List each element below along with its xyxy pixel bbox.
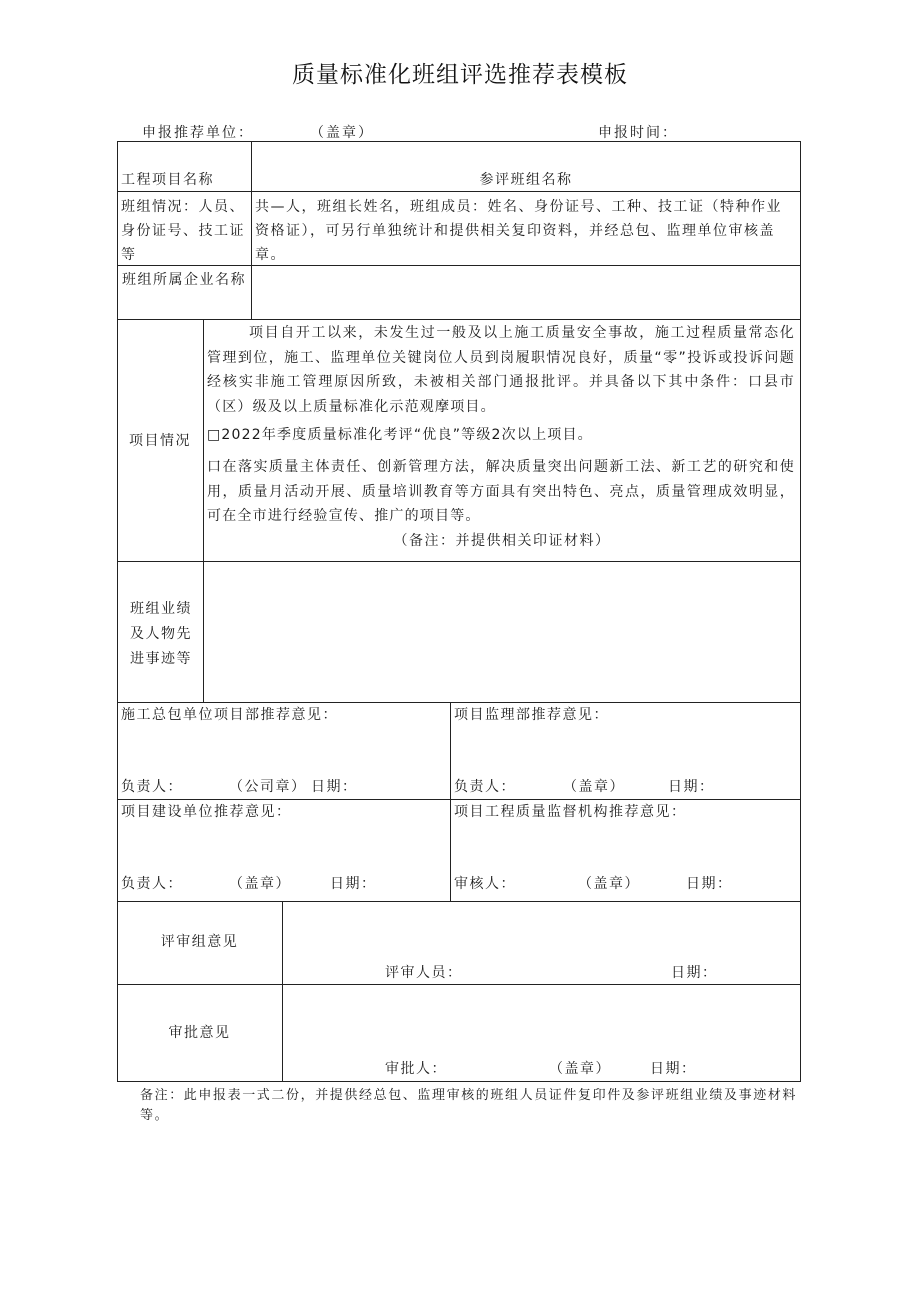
team-info-text: 共—人，班组长姓名，班组成员：姓名、身份证号、工种、技工证（特种作业资格证），可另行单独统计和提供相关复印资料，并经总包、监理单位审核盖章。	[255, 199, 782, 263]
approval-label: 审批意见	[168, 1025, 231, 1041]
supervision-date: 日期：	[668, 779, 715, 795]
company-label: 班组所属企业名称	[122, 272, 246, 288]
approval-seal: （盖章）	[549, 1061, 611, 1077]
achievement-label: 班组业绩及人物先进事迹等	[130, 601, 192, 667]
supervision-seal: （盖章）	[563, 779, 625, 795]
team-info-label: 班组情况：人员、身份证号、技工证等	[121, 199, 245, 263]
project-status-label: 项目情况	[129, 433, 191, 449]
time-label: 申报时间：	[598, 125, 678, 141]
project-condition-text: 项目自开工以来，未发生过一般及以上施工质量安全事故，施工过程质量常态化管理到位，施工、监理单位关键岗位人员到岗履职情况良好，质量“零”投诉或投诉问题经核实非施工管理原因所致，未被相关部门通报批评。并具备以下其中条件：口县市（区）级及以上质量标准化示范观摩项目。	[207, 325, 795, 415]
supervision-person: 负责人：	[454, 779, 516, 795]
footnote: 备注：此申报表一式二份，并提供经总包、监理审核的班组人员证件复印件及参评班组业绩及事迹材料等。	[140, 1088, 798, 1123]
unit-label: 申报推荐单位：	[142, 125, 254, 141]
owner-person: 负责人：	[121, 876, 183, 892]
quality-date: 日期：	[686, 876, 733, 892]
project-condition-option: □2022年季度质量标准化考评“优良”等级2次以上项目。	[207, 427, 593, 443]
unit-seal: （盖章）	[310, 125, 374, 141]
quality-opinion-title: 项目工程质量监督机构推荐意见：	[454, 804, 687, 820]
achievement-value[interactable]	[204, 562, 800, 702]
project-name-label: 工程项目名称	[121, 172, 214, 188]
owner-seal: （盖章）	[229, 876, 291, 892]
project-remark: （备注：并提供相关印证材料）	[393, 533, 611, 549]
contractor-date: 日期：	[311, 779, 358, 795]
owner-opinion-title: 项目建设单位推荐意见：	[121, 804, 292, 820]
project-condition-innovation: 口在落实质量主体责任、创新管理方法，解决质量突出问题新工法、新工艺的研究和使用，质量月活动开展、质量培训教育等方面具有突出特色、亮点，质量管理成效明显，可在全市进行经验宣传、推广的项目等。	[207, 459, 795, 524]
owner-date: 日期：	[330, 876, 377, 892]
form-table	[117, 141, 801, 1081]
contractor-person: 负责人：	[121, 779, 183, 795]
contractor-seal: （公司章）	[229, 779, 307, 795]
supervision-opinion-title: 项目监理部推荐意见：	[454, 707, 609, 723]
review-panel-date: 日期：	[671, 965, 718, 981]
quality-seal: （盖章）	[578, 876, 640, 892]
contractor-opinion-title: 施工总包单位项目部推荐意见：	[121, 707, 338, 723]
team-name-label: 参评班组名称	[479, 172, 573, 188]
review-panel-person: 评审人员：	[385, 965, 463, 981]
approval-person: 审批人：	[385, 1061, 447, 1077]
company-value[interactable]	[252, 266, 800, 319]
quality-person: 审核人：	[454, 876, 516, 892]
review-panel-label: 评审组意见	[160, 934, 239, 950]
approval-date: 日期：	[650, 1061, 697, 1077]
page-title: 质量标准化班组评选推荐表模板	[292, 62, 628, 88]
